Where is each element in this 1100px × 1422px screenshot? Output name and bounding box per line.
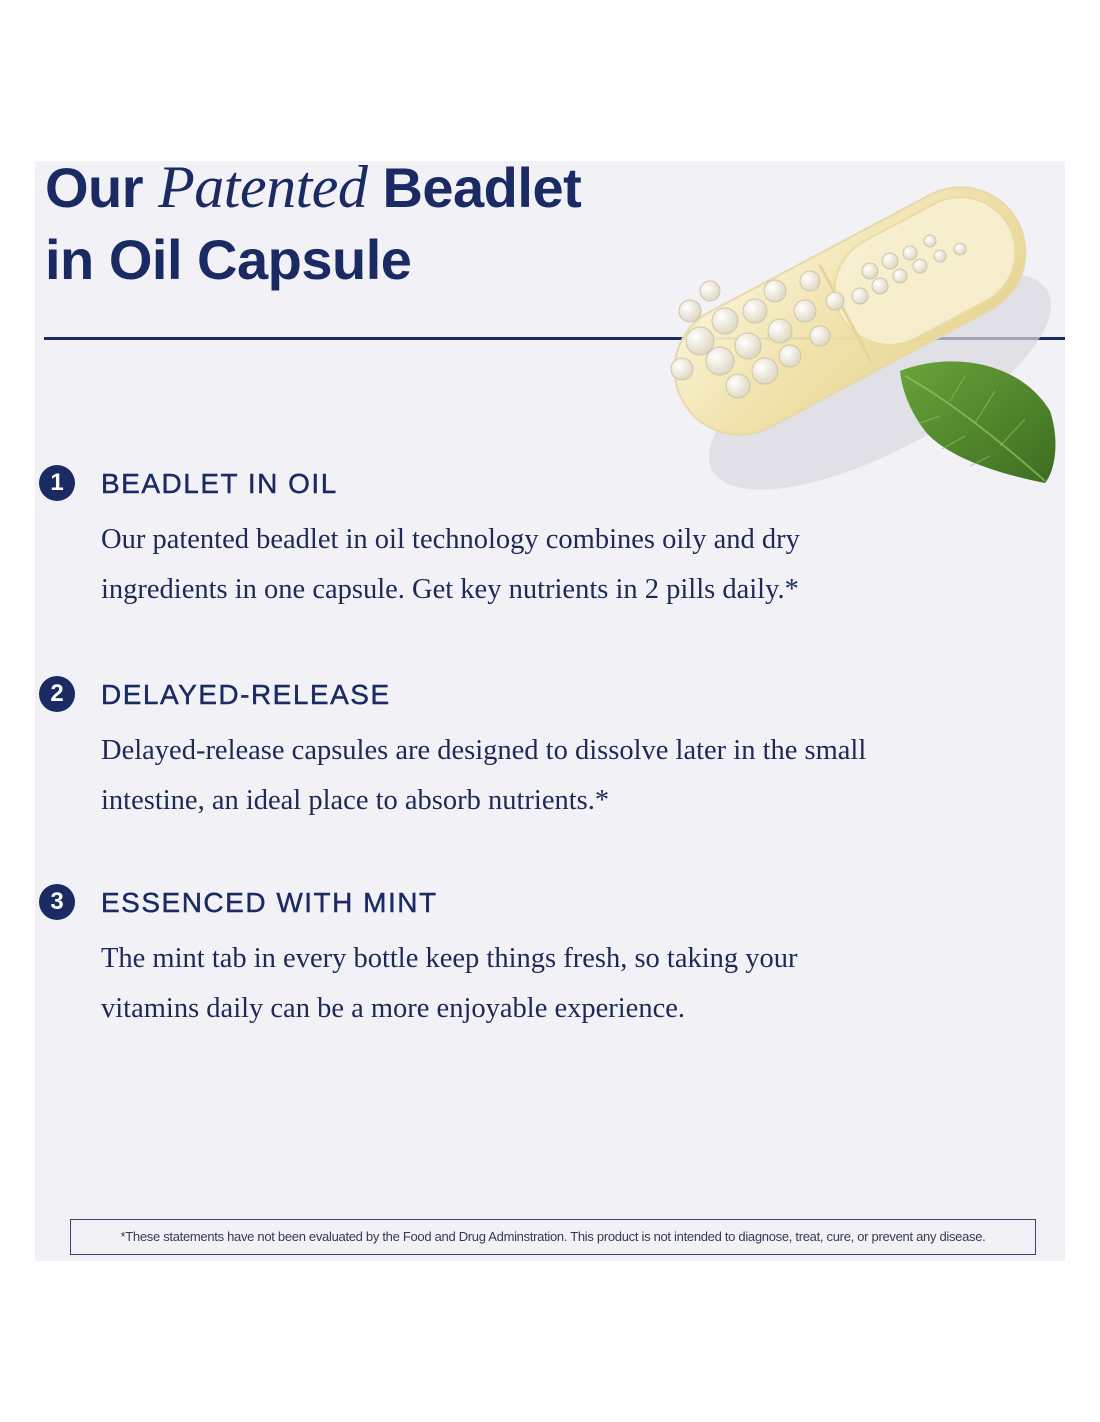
- page-title: [45, 161, 581, 296]
- feature-number-badge: 2: [39, 676, 75, 712]
- feature-heading: DELAYED-RELEASE: [101, 679, 391, 710]
- feature-heading: ESSENCED WITH MINT: [101, 887, 438, 918]
- capsule-image: [620, 161, 1065, 501]
- feature-description: Delayed-release capsules are designed to dissolve later in the small intestine, an ideal place to absorb nutrients.*: [101, 735, 867, 816]
- content-panel: [35, 161, 1065, 1261]
- feature-heading: BEADLET IN OIL: [101, 468, 338, 499]
- title-word-beadlet: Beadlet: [382, 161, 582, 219]
- mint-leaf: [900, 361, 1055, 483]
- title-word-our: Our: [45, 161, 144, 219]
- title-line-1: [45, 161, 581, 224]
- fda-disclaimer: *These statements have not been evaluated by the Food and Drug Adminstration. This product is not intended to diagnose, treat, cure, or prevent any disease.: [70, 1219, 1036, 1255]
- title-word-patented: Patented: [158, 161, 368, 220]
- feature-description: The mint tab in every bottle keep things fresh, so taking your vitamins daily can be a more enjoyable experience.: [101, 943, 798, 1024]
- feature-number-badge: 3: [39, 884, 75, 920]
- feature-number-badge: 1: [39, 465, 75, 501]
- title-line-2: in Oil Capsule: [45, 228, 412, 291]
- feature-description: Our patented beadlet in oil technology combines oily and dry ingredients in one capsule. Get key nutrients in 2 pills daily.*: [101, 524, 800, 605]
